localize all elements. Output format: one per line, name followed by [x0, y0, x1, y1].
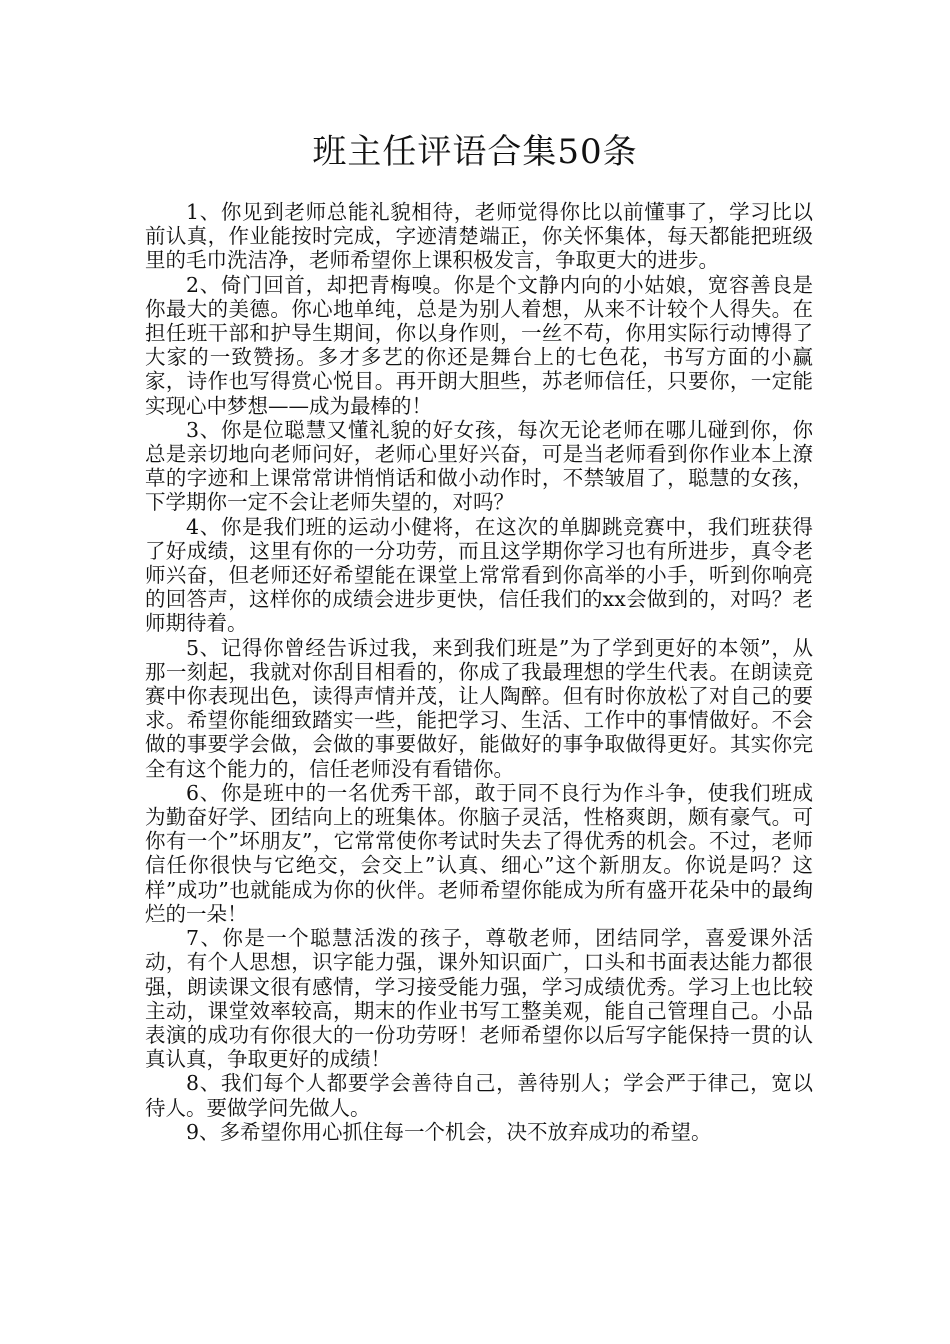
- comment-paragraph-6: 6、你是班中的一名优秀干部，敢于同不良行为作斗争，使我们班成为勤奋好学、团结向上的班集体。你脑子灵活，性格爽朗，颇有豪气。可你有一个”坏朋友”，它常常使你考试时失去了得优秀的机会。不过，老师信任你很快与它绝交，会交上”认真、细心”这个新朋友。你说是吗？这样”成功”也就能成为你的伙伴。老师希望你能成为所有盛开花朵中的最绚烂的一朵！: [145, 780, 813, 926]
- comment-paragraph-5: 5、记得你曾经告诉过我，来到我们班是”为了学到更好的本领”，从那一刻起，我就对你刮目相看的，你成了我最理想的学生代表。在朗读竞赛中你表现出色，读得声情并茂，让人陶醉。但有时你放松了对自己的要求。希望你能细致踏实一些，能把学习、生活、工作中的事情做好。不会做的事要学会做，会做的事要做好，能做好的事争取做得更好。其实你完全有这个能力的，信任老师没有看错你。: [145, 635, 813, 781]
- comment-paragraph-3: 3、你是位聪慧又懂礼貌的好女孩，每次无论老师在哪儿碰到你，你总是亲切地向老师问好，老师心里好兴奋，可是当老师看到你作业本上潦草的字迹和上课常常讲悄悄话和做小动作时，不禁皱眉了，聪慧的女孩，下学期你一定不会让老师失望的，对吗？: [145, 417, 813, 515]
- comment-paragraph-4: 4、你是我们班的运动小健将，在这次的单脚跳竞赛中，我们班获得了好成绩，这里有你的一分功劳，而且这学期你学习也有所进步，真令老师兴奋，但老师还好希望能在课堂上常常看到你高举的小手，听到你响亮的回答声，这样你的成绩会进步更快，信任我们的xx会做到的，对吗？老师期待着。: [145, 514, 813, 636]
- document-body: [145, 200, 813, 1144]
- comment-paragraph-9: 9、多希望你用心抓住每一个机会，决不放弃成功的希望。: [186, 1119, 712, 1144]
- comment-paragraph-1: 1、你见到老师总能礼貌相待，老师觉得你比以前懂事了，学习比以前认真，作业能按时完成，字迹清楚端正，你关怀集体，每天都能把班级里的毛巾洗洁净，老师希望你上课积极发言，争取更大的进步。: [145, 200, 813, 273]
- comment-paragraph-2: 2、倚门回首，却把青梅嗅。你是个文静内向的小姑娘，宽容善良是你最大的美德。你心地单纯，总是为别人着想，从来不计较个人得失。在担任班干部和护导生期间，你以身作则，一丝不苟，你用实际行动博得了大家的一致赞扬。多才多艺的你还是舞台上的七色花，书写方面的小赢家，诗作也写得赏心悦目。再开朗大胆些，苏老师信任，只要你，一定能实现心中梦想——成为最棒的！: [145, 272, 813, 418]
- comment-paragraph-8: 8、我们每个人都要学会善待自己，善待别人；学会严于律己，宽以待人。要做学问先做人。: [145, 1071, 813, 1120]
- comment-paragraph-7: 7、你是一个聪慧活泼的孩子，尊敬老师，团结同学，喜爱课外活动，有个人思想，识字能力强，课外知识面广，口头和书面表达能力都很强，朗读课文很有感情，学习接受能力强，学习成绩优秀。学习上也比较主动，课堂效率较高，期末的作业书写工整美观，能自己管理自己。小品表演的成功有你很大的一份功劳呀！老师希望你以后写字能保持一贯的认真认真，争取更好的成绩！: [145, 926, 813, 1072]
- document-title: 班主任评语合集50条: [312, 132, 638, 172]
